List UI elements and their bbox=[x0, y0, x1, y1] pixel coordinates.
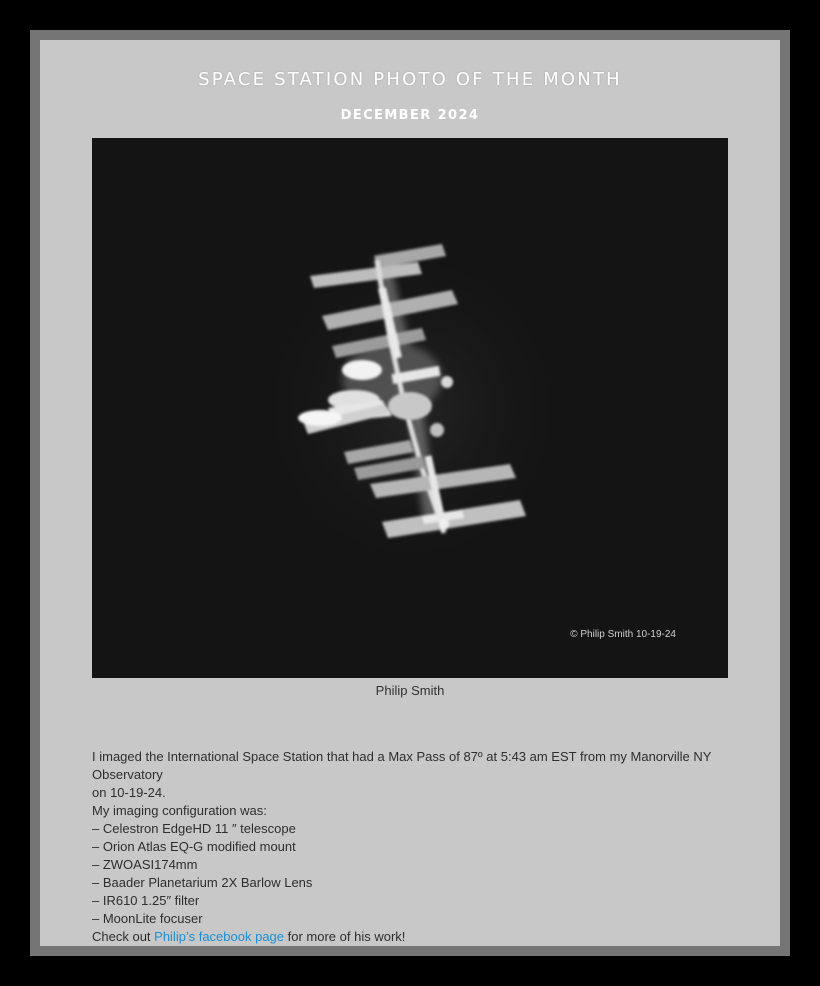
config-item: – Orion Atlas EQ-G modified mount bbox=[92, 839, 296, 854]
intro-line: I imaged the International Space Station that had a Max Pass of 87º at 5:43 am EST from my Manorville NY Observatory bbox=[92, 749, 712, 782]
config-item: – Baader Planetarium 2X Barlow Lens bbox=[92, 875, 313, 890]
facebook-link[interactable]: Philip’s facebook page bbox=[154, 929, 285, 944]
page-title: SPACE STATION PHOTO OF THE MONTH bbox=[198, 69, 622, 90]
photo-watermark: © Philip Smith 10-19-24 bbox=[570, 629, 676, 640]
config-heading: My imaging configuration was: bbox=[92, 803, 267, 818]
iss-photo bbox=[92, 138, 728, 678]
config-item: – Celestron EdgeHD 11 ″ telescope bbox=[92, 821, 296, 836]
config-item: – ZWOASI174mm bbox=[92, 857, 198, 872]
config-item: – MoonLite focuser bbox=[92, 911, 203, 926]
cta-prefix: Check out bbox=[92, 929, 155, 944]
photo-caption: Philip Smith bbox=[375, 683, 445, 698]
intro-line: on 10-19-24. bbox=[92, 785, 166, 800]
cta-line bbox=[92, 928, 732, 946]
article-body bbox=[92, 748, 732, 946]
cta-suffix: for more of his work! bbox=[284, 929, 406, 944]
page-subtitle: DECEMBER 2024 bbox=[340, 108, 480, 123]
iss-image bbox=[92, 138, 728, 678]
config-item: – IR610 1.25″ filter bbox=[92, 893, 200, 908]
content-panel bbox=[40, 40, 780, 946]
